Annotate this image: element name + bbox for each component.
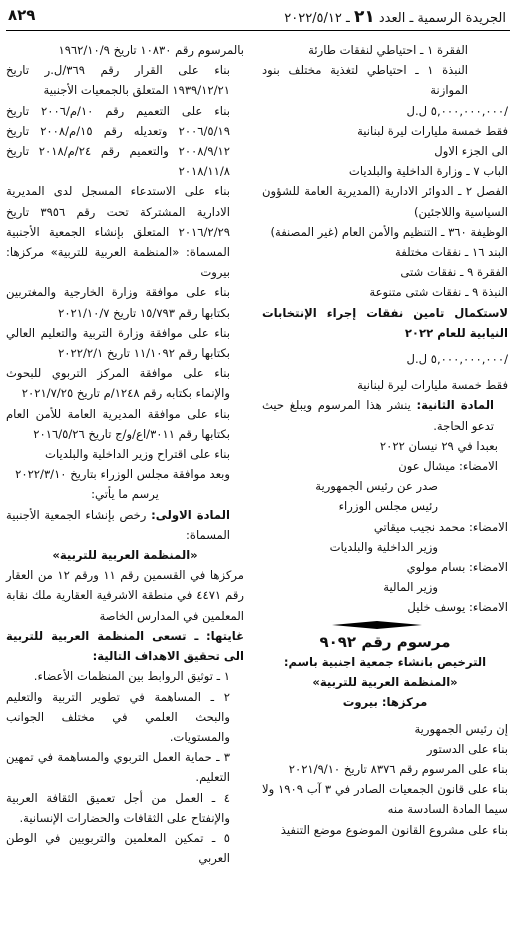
preamble-line: بناء على مشروع القانون الموضوع موضع التنفيذ [280, 822, 508, 837]
legal-basis: بناء على موافقة وزارة التربية والتعليم العالي بكتابها رقم ١١/١٠٩٢ تاريخ ٢٠٢٢/٢/١ [6, 325, 230, 361]
header-rule [6, 30, 510, 31]
article-2-label: المادة الثانية: [416, 398, 495, 413]
article-1-label: المادة الاولى: [151, 507, 231, 522]
section-divider [262, 618, 508, 632]
issue-date: ـ ٢٠٢٢/٥/١٢ [284, 11, 350, 26]
decree-title: مرسوم رقم ٩٠٩٢ [319, 632, 451, 651]
amount-words: فقط خمسة مليارات ليرة لبنانية [357, 378, 508, 393]
signature: الامضاء: ميشال عون [398, 459, 498, 474]
decree-name: «المنظمة العربية للتربية» [312, 675, 458, 690]
signature-caption: رئيس مجلس الوزراء [338, 499, 438, 514]
budget-amount: ٥,٠٠٠,٠٠٠,٠٠٠ ل.ل/ [406, 103, 508, 118]
divider-ornament [332, 620, 422, 630]
decree-subject: الترخيص بانشاء جمعية اجنبية باسم: [283, 654, 487, 669]
gazette-title: الجريدة الرسمية ـ العدد ٢١ ـ ٢٠٢٢/٥/١٢ [284, 7, 506, 27]
signature-caption: وزير المالية [383, 580, 438, 595]
budget-line: فقط خمسة مليارات ليرة لبنانية [357, 123, 508, 138]
legal-basis: بناء على الاستدعاء المسجل لدى المديرية الادارية المشتركة تحت رقم ٣٩٥٦ تاريخ ٢٠١٦/٢/٢٩ المتعلق بإنشاء الجمعية الأجنبية المسماة: «المنظمة العربية للتربية» مركزها: بيروت [6, 184, 230, 280]
signature-caption: وزير الداخلية والبلديات [329, 539, 438, 554]
aim-item: ٥ ـ تمكين المعلمين والتربويين في الوطن العربي [6, 830, 230, 866]
legal-basis: بناء على التعميم رقم ١٠/م/٢٠٠٦ تاريخ ٢٠٠٦/٥/١٩ وتعديله رقم ١٥/م/٢٠٠٨ تاريخ ٢٠٠٨/٩/١٢ والتعميم رقم ٢٤/م/٢٠١٨ تاريخ ٢٠١٨/١١/٨ [6, 103, 230, 179]
aim-item: ١ ـ توثيق الروابط بين المنظمات الأعضاء. [33, 669, 230, 684]
budget-line: البند ١٦ ـ نفقات مختلفة [395, 245, 508, 260]
legal-basis: بناء على موافقة وزارة الخارجية والمغتربين بكتابها رقم ١٥/٧٩٣ تاريخ ٢٠٢١/١٠/٧ [6, 285, 230, 320]
preamble-line: إن رئيس الجمهورية [414, 721, 508, 736]
budget-line: النبذة ١ ـ احتياطي لتغذية مختلف بنود الموازنة [262, 63, 468, 98]
legal-basis: بناء على القرار رقم ٣٦٩/ل.ر تاريخ ١٩٣٩/١٢/٢١ المتعلق بالجمعيات الأجنبية [6, 63, 230, 98]
budget-line: الفقرة ٩ ـ نفقات شتى [400, 265, 508, 280]
legal-basis: بناء على موافقة المديرية العامة للأمن العام بكتابها رقم ٣٠١١/اع/و/ج تاريخ ٢٠١٦/٥/٢٦ [6, 406, 230, 441]
left-column [6, 40, 244, 868]
signature: الامضاء: يوسف خليل [407, 600, 508, 615]
legal-basis: بناء على اقتراح وزير الداخلية والبلديات [45, 447, 230, 462]
signature: الامضاء: محمد نجيب ميقاتي [373, 519, 508, 534]
signature-caption: صدر عن رئيس الجمهورية [315, 479, 438, 494]
legal-basis: بالمرسوم رقم ١٠٨٣٠ تاريخ ١٩٦٢/١٠/٩ [58, 43, 244, 57]
preamble-line: بناء على المرسوم رقم ٨٣٧٦ تاريخ ٢٠٢١/٩/١٠ [288, 761, 508, 776]
aims-label: غايتها: [206, 628, 245, 643]
aim-item: ٢ ـ المساهمة في تطوير التربية والتعليم والبحث العلمي في مختلف الجوانب والمستويات. [6, 689, 230, 744]
budget-line: الوظيفة ٣٦٠ ـ التنظيم والأمن العام (غير المصنفة) [270, 224, 508, 239]
legal-basis: بناء على موافقة المركز التربوي للبحوث والإنماء بكتابه رقم ١٢٤٨/م تاريخ ٢٠٢١/٧/٢٥ [6, 366, 230, 401]
page-header [6, 6, 510, 28]
aim-item: ٣ ـ حماية العمل التربوي والمساهمة في تمهين التعليم. [6, 750, 230, 785]
decree-hq: مركزها: بيروت [342, 695, 428, 710]
article-1: المادة الاولى: رخص بإنشاء الجمعية الأجنبية المسماة: [6, 507, 231, 542]
association-name: «المنظمة العربية للتربية» [52, 548, 198, 563]
article-2: المادة الثانية: ينشر هذا المرسوم ويبلغ حيث تدعو الحاجة. [262, 398, 495, 433]
budget-line: الفقرة ١ ـ احتياطي لنفقات طارئة [308, 43, 468, 57]
association-location: مركزها في القسمين رقم ١١ ورقم ١٢ من العقار رقم ٤٤٧١ في منطقة الاشرفية العقارية ملك نقابة المعلمين في المدارس الخاصة [6, 568, 245, 623]
page-number: ٨٢٩ [8, 6, 36, 24]
purpose-heading: لاستكمال تامين نفقات إجراء الإنتخابات النيابية للعام ٢٠٢٢ [262, 305, 508, 340]
preamble-line: بناء على الدستور [426, 741, 508, 756]
decrees-heading: يرسم ما يأتي: [91, 487, 159, 502]
budget-line: الباب ٧ ـ وزارة الداخلية والبلديات [348, 164, 508, 179]
preamble-line: بناء على قانون الجمعيات الصادر في ٣ آب ١٩٠٩ ولا سيما المادة السادسة منه [262, 782, 508, 817]
issue-number: ٢١ [353, 7, 375, 27]
legal-basis: وبعد موافقة مجلس الوزراء بتاريخ ٢٠٢٢/٣/١٠ [15, 467, 230, 482]
right-column [262, 40, 508, 840]
signature: الامضاء: بسام مولوي [406, 560, 508, 575]
budget-line: الى الجزء الاول [434, 144, 508, 159]
association-aims: غايتها: ـ تسعى المنظمة العربية للتربية الى تحقيق الاهداف التالية: [6, 628, 245, 664]
issued-place-date: بعبدا في ٢٩ نيسان ٢٠٢٢ [379, 438, 498, 453]
total-amount: ٥,٠٠٠,٠٠٠,٠٠٠ ل.ل/ [406, 352, 508, 367]
aim-item: ٤ ـ العمل من أجل تعميق الثقافة العربية والإنفتاح على الثقافات والحضارات الإنسانية. [6, 790, 230, 825]
budget-line: الفصل ٢ ـ الدوائر الادارية (المديرية العامة للشؤون السياسية واللاجئين) [262, 184, 508, 219]
budget-line: النبذة ٩ ـ نفقات شتى متنوعة [369, 285, 508, 300]
